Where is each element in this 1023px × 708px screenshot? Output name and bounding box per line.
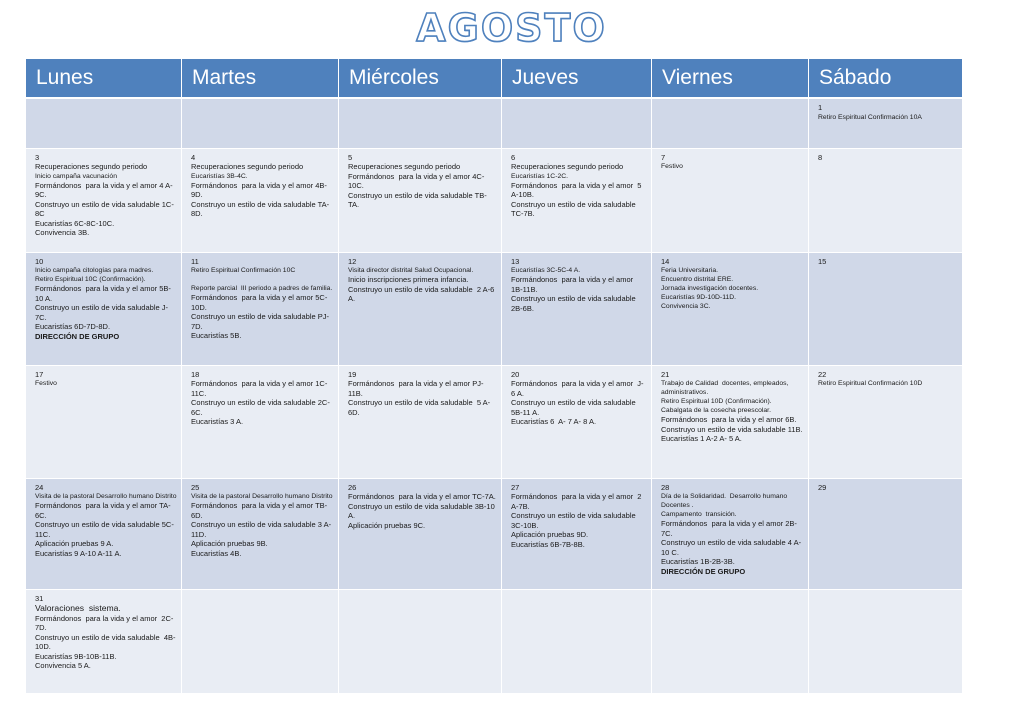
event-line: Formándonos para la vida y el amor J-6 A. <box>511 379 644 398</box>
day-number: 14 <box>661 256 670 266</box>
day-cell <box>652 98 809 148</box>
day-cell <box>652 589 809 693</box>
event-line: Construyo un estilo de vida saludable 4 A-10 C. <box>661 538 802 557</box>
day-cell <box>182 365 339 478</box>
event-line: Construyo un estilo de vida saludable J-7C. <box>35 303 168 322</box>
event-line: Encuentro distrital ERE. <box>661 276 734 283</box>
calendar-table <box>25 58 963 694</box>
event-line: Festivo <box>35 380 57 387</box>
event-line: Aplicación pruebas 9 A. <box>35 539 114 548</box>
event-line: Construyo un estilo de vida saludable 5B-11 A. <box>511 398 640 417</box>
day-cell <box>339 252 502 365</box>
event-line <box>191 275 334 284</box>
day-cell <box>502 365 652 478</box>
day-cell <box>809 252 963 365</box>
day-cell <box>652 478 809 589</box>
day-cell <box>339 98 502 148</box>
event-line: Formándonos para la vida y el amor 6B. <box>661 415 797 424</box>
event-line: Retiro Espiritual 10D (Confirmación). <box>661 398 772 405</box>
event-line: Eucaristías 5B. <box>191 331 242 340</box>
event-line: Construyo un estilo de vida saludable 5C-11C. <box>35 520 174 539</box>
day-number: 1 <box>818 103 823 112</box>
day-cell <box>339 478 502 589</box>
day-number: 21 <box>661 369 670 379</box>
event-line: Eucaristías 3 A. <box>191 417 244 426</box>
day-cell <box>339 589 502 693</box>
event-line: Retiro Espiritual 10C (Confirmación). <box>35 276 146 283</box>
event-line: Cabalgata de la cosecha preescolar. <box>661 407 771 414</box>
event-line: Formándonos para la vida y el amor 2C-7D. <box>35 613 174 632</box>
event-line: Aplicación pruebas 9B. <box>191 539 268 548</box>
header-sabado: Sábado <box>809 59 963 99</box>
event-line: Eucaristías 4B. <box>191 548 242 558</box>
event-line: Eucaristías 9B-10B-11B. <box>35 651 117 661</box>
day-number: 28 <box>661 482 670 492</box>
event-line: Eucaristías 3C-5C-4 A. <box>511 267 581 274</box>
event-line: Construyo un estilo de vida saludable TB-TA. <box>348 190 487 209</box>
event-line: Formándonos para la vida y el amor 5 A-10B. <box>511 180 644 199</box>
group-direction-note: DIRECCIÓN DE GRUPO <box>35 331 120 341</box>
group-direction-note: DIRECCIÓN DE GRUPO <box>661 566 746 576</box>
event-line: Formándonos para la vida y el amor 2 A-7B. <box>511 492 644 511</box>
day-cell <box>26 252 182 365</box>
day-number: 6 <box>511 152 516 162</box>
day-cell <box>502 148 652 252</box>
event-line: Visita de la pastoral Desarrollo humano Distrito <box>191 493 333 500</box>
event-line: Feria Universitaria. <box>661 267 719 274</box>
day-cell <box>652 252 809 365</box>
day-cell <box>26 148 182 252</box>
day-number: 20 <box>511 369 520 379</box>
event-line: Inicio inscripciones primera infancia. <box>348 275 469 284</box>
event-line: Construyo un estilo de vida saludable 2 A-6 A. <box>348 284 497 303</box>
day-number: 10 <box>35 256 44 266</box>
day-number: 17 <box>35 369 44 379</box>
day-cell <box>26 478 182 589</box>
day-number: 18 <box>191 369 200 379</box>
week-row <box>26 252 963 365</box>
event-line: Reporte parcial III periodo a padres de familia. <box>191 285 333 292</box>
day-cell <box>809 98 963 148</box>
day-cell <box>502 478 652 589</box>
day-number: 3 <box>35 152 40 162</box>
event-line: Jornada investigación docentes. <box>661 285 759 292</box>
header-lunes: Lunes <box>26 59 182 99</box>
event-line: Inicio campaña vacunación <box>35 172 117 180</box>
event-line: Eucaristías 1 A-2 A- 5 A. <box>661 434 742 443</box>
week-row <box>26 478 963 589</box>
day-number: 24 <box>35 482 44 492</box>
event-line: Eucaristías 6C-8C-10C. <box>35 218 115 228</box>
day-number: 4 <box>191 152 196 162</box>
event-line: Formándonos para la vida y el amor 5C-10D. <box>191 293 328 312</box>
day-cell <box>652 148 809 252</box>
event-line: Construyo un estilo de vida saludable TA-8D. <box>191 199 330 218</box>
day-cell <box>26 589 182 693</box>
event-line: Inicio campaña citologías para madres. <box>35 267 154 274</box>
event-line: Construyo un estilo de vida saludable PJ-7D. <box>191 312 329 331</box>
day-number: 15 <box>818 256 827 266</box>
day-cell <box>339 148 502 252</box>
day-cell <box>809 589 963 693</box>
event-line: Formándonos para la vida y el amor 4 A-9C. <box>35 180 173 199</box>
day-cell <box>809 365 963 478</box>
day-number: 8 <box>818 152 823 162</box>
event-line: Retiro Espiritual Confirmación 10A <box>818 113 922 121</box>
event-line: Visita de la pastoral Desarrollo humano Distrito <box>35 493 177 500</box>
page-title: AGOSTO <box>416 6 607 50</box>
event-line: Formándonos para la vida y el amor TA- 6C. <box>35 501 173 520</box>
event-line: Visita director distrital Salud Ocupacional. <box>348 267 474 274</box>
day-number: 22 <box>818 369 827 379</box>
day-cell <box>26 365 182 478</box>
event-line: Eucaristías 6 A- 7 A- 8 A. <box>511 417 597 426</box>
day-cell <box>182 589 339 693</box>
event-line: Recuperaciones segundo periodo <box>35 162 148 171</box>
event-line: Convivencia 3C. <box>661 303 711 310</box>
event-line: Convivencia 5 A. <box>35 661 91 670</box>
event-line: Construyo un estilo de vida saludable 4B-10D. <box>35 632 176 651</box>
event-line: Formándonos para la vida y el amor TC-7A. <box>348 492 496 501</box>
event-line: Eucaristías 1B-2B-3B. <box>661 557 735 566</box>
event-line: Valoraciones sistema. <box>35 603 121 613</box>
event-line: Eucaristías 9 A-10 A-11 A. <box>35 548 122 558</box>
day-cell <box>182 98 339 148</box>
event-line: Eucaristías 6D-7D-8D. <box>35 322 111 331</box>
day-cell <box>502 98 652 148</box>
day-number: 31 <box>35 593 44 603</box>
event-line: Formándonos para la vida y el amor 1C-11C. <box>191 379 328 398</box>
event-line: Eucaristías 1C-2C. <box>511 172 569 180</box>
day-number: 5 <box>348 152 353 162</box>
event-line: Eucaristías 9D-10D-11D. <box>661 294 737 301</box>
day-number: 12 <box>348 256 357 266</box>
day-cell <box>182 478 339 589</box>
day-number: 7 <box>661 152 666 162</box>
event-line: Formándonos para la vida y el amor TB-6D. <box>191 501 328 520</box>
event-line: Recuperaciones segundo periodo <box>348 162 461 171</box>
event-line: Formándonos para la vida y el amor PJ-11B. <box>348 379 484 398</box>
event-line: Construyo un estilo de vida saludable TC-7B. <box>511 199 640 218</box>
event-line: Formándonos para la vida y el amor 5B-10 A. <box>35 284 171 303</box>
event-line: Construyo un estilo de vida saludable 2B-6B. <box>511 294 640 313</box>
header-viernes: Viernes <box>652 59 809 99</box>
event-line: Aplicación pruebas 9D. <box>511 530 589 539</box>
day-cell <box>809 478 963 589</box>
event-line: Recuperaciones segundo periodo <box>191 162 304 171</box>
header-jueves: Jueves <box>502 59 652 99</box>
event-line: Formándonos para la vida y el amor 4B-9D. <box>191 180 327 199</box>
calendar-body <box>26 98 963 693</box>
header-martes: Martes <box>182 59 339 99</box>
day-number: 27 <box>511 482 520 492</box>
event-line: Formándonos para la vida y el amor 4C-10C. <box>348 171 485 190</box>
event-line: Eucaristías 3B-4C. <box>191 172 248 180</box>
event-line: Campamento transición. <box>661 511 737 518</box>
event-line: Construyo un estilo de vida saludable 1C-8C <box>35 199 174 218</box>
week-row <box>26 98 963 148</box>
event-line: Festivo <box>661 163 683 170</box>
day-cell <box>809 148 963 252</box>
day-cell <box>652 365 809 478</box>
event-line: Formándonos para la vida y el amor 2B-7C. <box>661 519 797 538</box>
event-line: Retiro Espiritual Confirmación 10D <box>818 380 923 387</box>
day-number: 13 <box>511 256 520 266</box>
header-miercoles: Miércoles <box>339 59 502 99</box>
event-line: Construyo un estilo de vida saludable 5 A-6D. <box>348 398 491 417</box>
week-row <box>26 365 963 478</box>
event-line: Retiro Espiritual Confirmación 10C <box>191 267 296 274</box>
week-row <box>26 148 963 252</box>
day-cell <box>339 365 502 478</box>
event-line: Recuperaciones segundo periodo <box>511 162 624 171</box>
event-line: Eucaristías 6B-7B-8B. <box>511 539 585 549</box>
event-line: Construyo un estilo de vida saludable 2C-6C. <box>191 398 330 417</box>
event-line: Construyo un estilo de vida saludable 3B-10 A. <box>348 501 497 520</box>
event-line: Aplicación pruebas 9C. <box>348 520 426 530</box>
week-row <box>26 589 963 693</box>
event-line: Formándonos para la vida y el amor 1B-11B. <box>511 275 638 294</box>
event-line: Construyo un estilo de vida saludable 3C-10B. <box>511 511 640 530</box>
day-cell <box>26 98 182 148</box>
event-line: Trabajo de Calidad docentes, empleados, administrativos. <box>661 380 791 396</box>
event-line: Construyo un estilo de vida saludable 11B. <box>661 424 803 434</box>
day-cell <box>502 252 652 365</box>
day-cell <box>182 252 339 365</box>
event-line: Construyo un estilo de vida saludable 3 A-11D. <box>191 520 332 539</box>
day-number: 26 <box>348 482 357 492</box>
day-number: 19 <box>348 369 357 379</box>
day-cell <box>182 148 339 252</box>
day-number: 25 <box>191 482 200 492</box>
day-cell <box>502 589 652 693</box>
day-number: 29 <box>818 482 827 492</box>
event-line: Día de la Solidaridad. Desarrollo humano Docentes . <box>661 493 790 509</box>
day-number: 11 <box>191 256 199 266</box>
event-line: Convivencia 3B. <box>35 228 90 237</box>
weekday-header-row <box>26 59 963 99</box>
